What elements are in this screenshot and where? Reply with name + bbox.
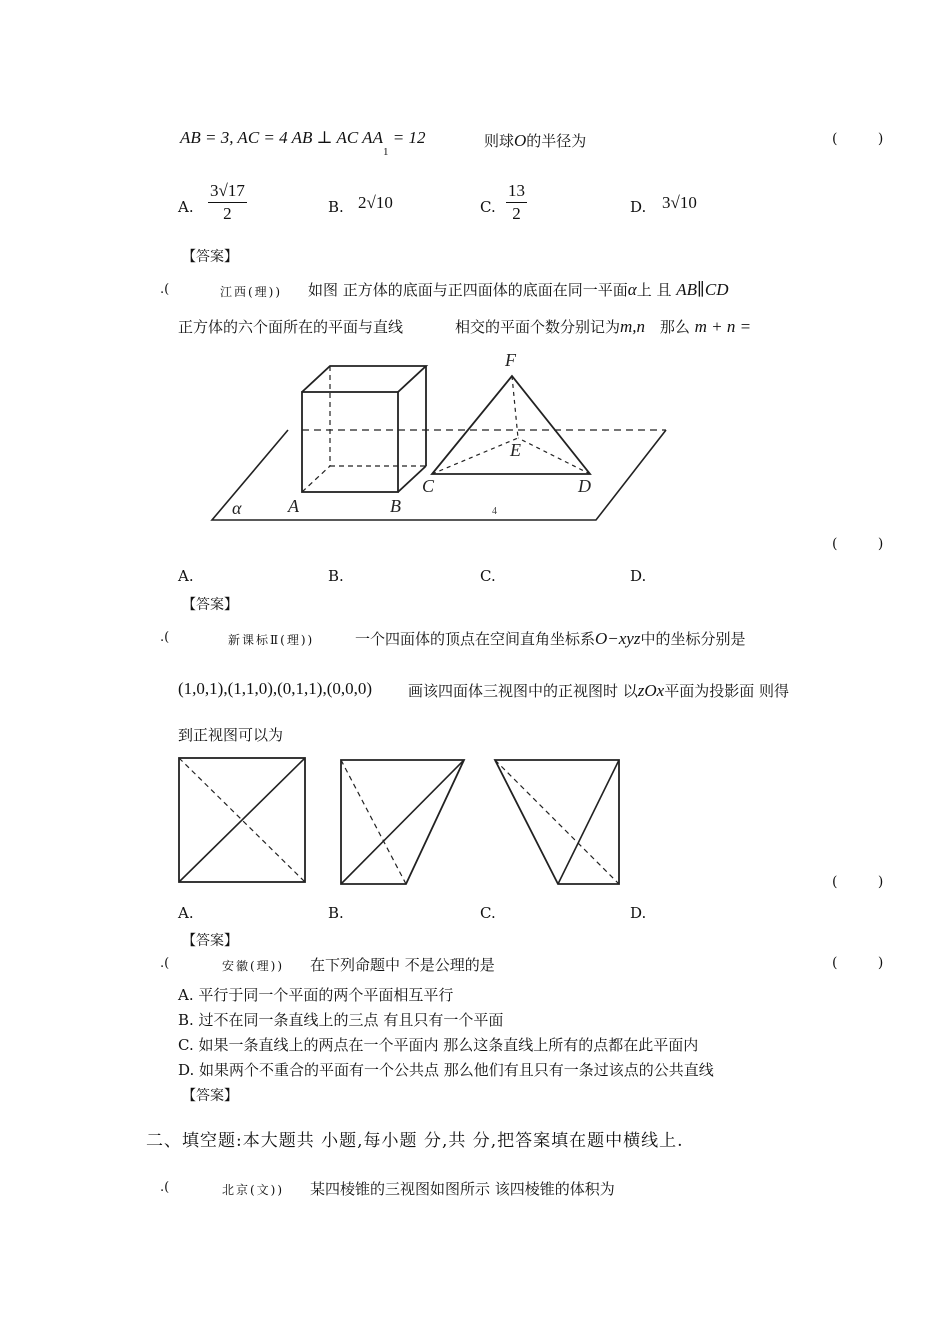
q4-answer-paren: ( ) xyxy=(832,955,902,971)
q1-option-a-value: $\frac{3√17}{2}$ xyxy=(210,181,245,223)
q2-text-line2: 正方体的六个面所在的平面与直线 相交的平面个数分别记为m,n 那么 m + n = xyxy=(178,317,752,336)
q5-source: 北京(文)) xyxy=(222,1183,285,1197)
q1-option-b-value: 2√10 xyxy=(358,193,393,212)
q5-question-text: 某四棱锥的三视图如图所示 该四棱锥的体积为 xyxy=(310,1180,615,1198)
cube-tetrahedron-figure xyxy=(200,350,670,530)
q4-index: .( xyxy=(160,956,170,971)
q2-answer-paren: ( ) xyxy=(832,536,902,552)
label-A: A xyxy=(288,496,299,516)
q3-text-line1: 一个四面体的顶点在空间直角坐标系O−xyz中的坐标分别是 xyxy=(355,629,746,648)
q3-index: .( xyxy=(160,630,170,645)
q3-option-c: C. xyxy=(480,904,496,922)
q1-option-c-value: $\frac{13}{2}$ xyxy=(508,181,525,223)
q2-option-c: C. xyxy=(480,567,496,585)
q5-index: .( xyxy=(160,1180,170,1195)
q4-option-c: C. 如果一条直线上的两点在一个平面内 那么这条直线上所有的点都在此平面内 xyxy=(178,1036,699,1054)
q3-option-b: B. xyxy=(328,904,344,922)
q2-option-a: A. xyxy=(178,567,194,585)
q4-answer-label: 【答案】 xyxy=(182,1088,238,1104)
q1-option-b-label: B. xyxy=(328,198,344,216)
front-view-option-c xyxy=(492,758,624,888)
q1-option-d-value: 3√10 xyxy=(662,193,697,212)
q1-answer-paren: ( ) xyxy=(832,131,902,147)
q4-source: 安徽(理)) xyxy=(222,959,285,973)
q2-index: .( xyxy=(160,282,170,297)
q2-answer-label: 【答案】 xyxy=(182,597,238,613)
q1-option-a-label: A. xyxy=(178,198,194,216)
q2-source: 江西(理)) xyxy=(220,285,283,299)
q1-option-c-label: C. xyxy=(480,198,496,216)
label-E: E xyxy=(510,440,521,460)
front-view-option-b xyxy=(338,758,468,888)
label-mark: 4 xyxy=(492,506,497,517)
q2-option-d: D. xyxy=(630,567,647,585)
q3-points: (1,0,1),(1,1,0),(0,1,1),(0,0,0) xyxy=(178,679,373,698)
label-F: F xyxy=(505,350,516,370)
q1-question-text: 则球O的半径为 xyxy=(484,131,587,150)
q3-source: 新课标Ⅱ(理)) xyxy=(228,633,315,647)
q3-answer-label: 【答案】 xyxy=(182,933,238,949)
q3-option-d: D. xyxy=(630,904,647,922)
q4-option-a: A. 平行于同一个平面的两个平面相互平行 xyxy=(178,986,454,1004)
label-C: C xyxy=(422,476,435,496)
q3-text-line2: 画该四面体三视图中的正视图时 以zOx平面为投影面 则得 xyxy=(408,681,790,700)
q1-condition: AB = 3, AC = 4 AB ⊥ AC $AA_1 = 12$ xyxy=(180,128,426,158)
q3-option-a: A. xyxy=(178,904,194,922)
q2-option-b: B. xyxy=(328,567,344,585)
q4-option-b: B. 过不在同一条直线上的三点 有且只有一个平面 xyxy=(178,1011,504,1029)
q3-text-line3: 到正视图可以为 xyxy=(178,726,284,744)
label-B: B xyxy=(390,496,401,516)
q1-answer-label: 【答案】 xyxy=(182,249,238,265)
section-2-heading: 二、填空题:本大题共 小题,每小题 分,共 分,把答案填在题中横线上. xyxy=(146,1131,684,1151)
q4-option-d: D. 如果两个不重合的平面有一个公共点 那么他们有且只有一条过该点的公共直线 xyxy=(178,1061,714,1079)
front-view-option-a xyxy=(176,756,308,886)
q2-text-line1: 如图 正方体的底面与正四面体的底面在同一平面α上 且 AB∥CD xyxy=(308,280,729,299)
label-alpha: α xyxy=(232,498,242,518)
sphere-label: O xyxy=(514,131,527,150)
q4-question-text: 在下列命题中 不是公理的是 xyxy=(310,956,495,974)
q1-option-d-label: D. xyxy=(630,198,647,216)
label-D: D xyxy=(578,476,591,496)
q3-answer-paren: ( ) xyxy=(832,874,902,890)
